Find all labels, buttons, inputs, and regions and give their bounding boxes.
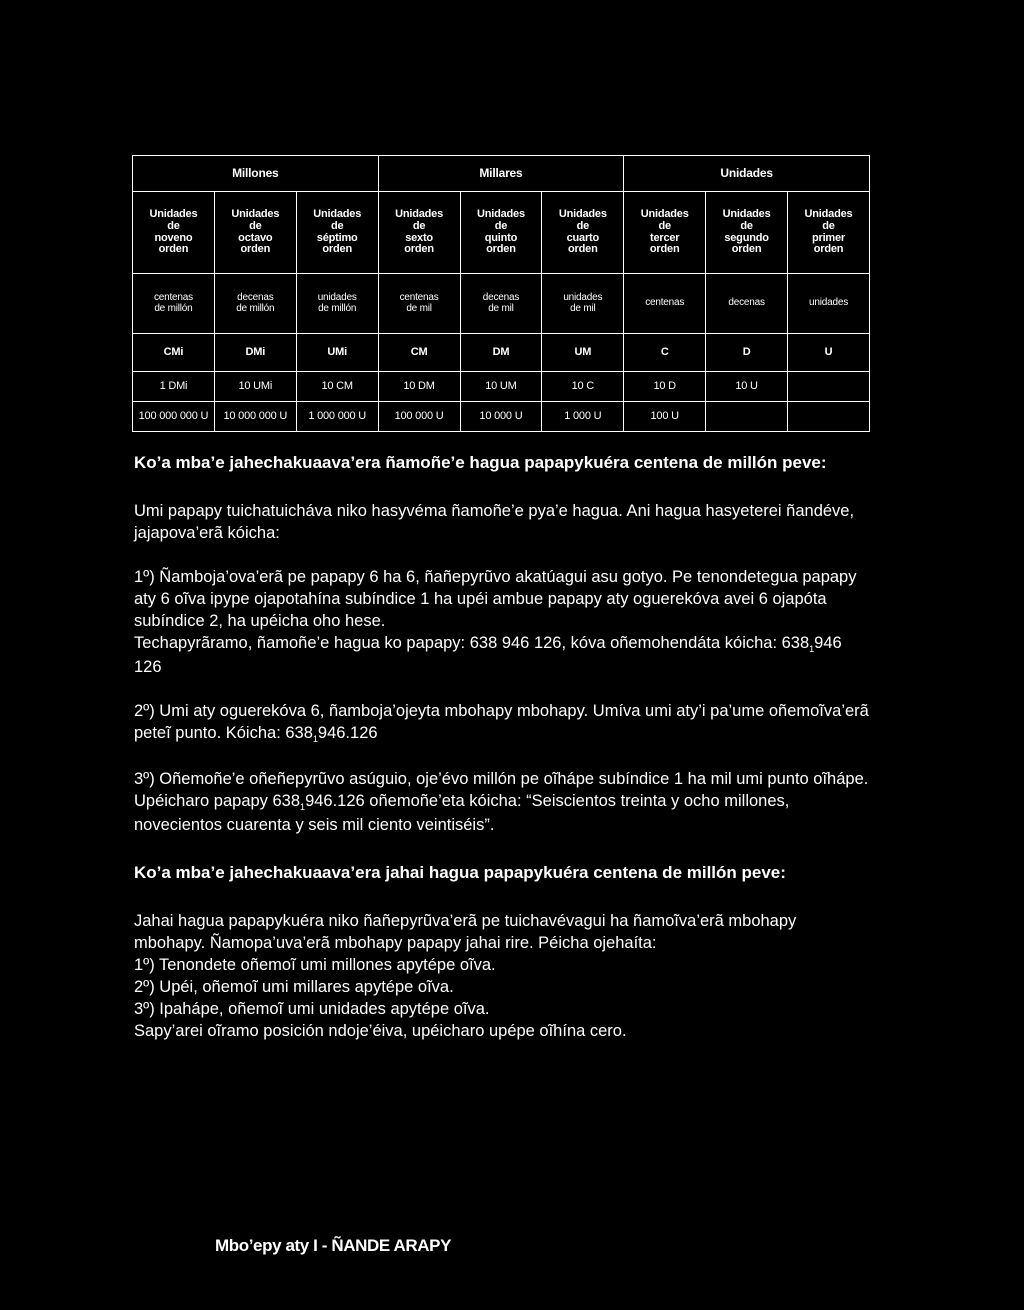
list-item: 1º) Tenondete oñemoĩ umi millones apytépe oĩva. [134,956,496,974]
abbreviation-cell: UM [542,334,624,372]
equivalence-cell: 10 UMi [214,372,296,402]
body-text [134,452,870,1042]
value-cell [706,402,788,432]
category-row [133,274,870,334]
subindex: 1 [312,734,318,744]
unit-name-row [133,192,870,274]
value-cell: 100 000 U [378,402,460,432]
group-millares: Millares [378,156,624,192]
equivalence-cell [788,372,870,402]
list-item: 2º) Upéi, oñemoĩ umi millares apytépe oĩva. [134,978,454,996]
unit-name-cell: Unidades de séptimo orden [296,192,378,274]
unit-name-cell: Unidades de quinto orden [460,192,542,274]
abbreviation-cell: DMi [214,334,296,372]
abbreviation-row [133,334,870,372]
unit-name-cell: Unidades de tercer orden [624,192,706,274]
value-cell: 10 000 U [460,402,542,432]
value-cell [788,402,870,432]
subindex: 1 [300,802,306,812]
value-cell: 1 000 000 U [296,402,378,432]
step-2-paragraph: 2º) Umi aty oguerekóva 6, ñamboja’ojeyta mbohapy mbohapy. Umíva umi aty’i pa’ume oñemoĩva’erã peteĩ punto. Kóicha: $638_1946.126$ [134,702,869,744]
heading-writing: Ko’a mba’e jahechakuaava’era jahai hagua papapykuéra centena de millón peve: [134,863,786,882]
equivalence-cell: 10 UM [460,372,542,402]
value-cell: 1 000 U [542,402,624,432]
value-cell: 100 000 000 U [133,402,215,432]
abbreviation-cell: UMi [296,334,378,372]
list-item: 3º) Ipahápe, oñemoĩ umi unidades apytépe oĩva. [134,1000,490,1018]
group-header-row [133,156,870,192]
abbreviation-cell: CMi [133,334,215,372]
unit-name-cell: Unidades de segundo orden [706,192,788,274]
equivalence-cell: 10 D [624,372,706,402]
category-cell: centenas de mil [378,274,460,334]
abbreviation-cell: D [706,334,788,372]
step-3-example: Upéicharo papapy $638_1946.126$ oñemoñe’eta kóicha: “Seiscientos treinta y ocho millones, novecientos cuarenta y seis mil ciento veintiséis”. [134,792,790,834]
category-cell: decenas de mil [460,274,542,334]
unit-name-cell: Unidades de primer orden [788,192,870,274]
group-unidades: Unidades [624,156,870,192]
subindex: 1 [809,644,815,654]
category-cell: decenas [706,274,788,334]
category-cell: unidades [788,274,870,334]
group-millones: Millones [133,156,379,192]
step-3-paragraph: 3º) Oñemoñe’e oñeñepyrũvo asúguio, oje’évo millón pe oĩhápe subíndice 1 ha mil umi punto oĩhápe. [134,770,869,788]
equivalence-row [133,372,870,402]
abbreviation-cell: U [788,334,870,372]
unit-name-cell: Unidades de cuarto orden [542,192,624,274]
equivalence-cell: 10 DM [378,372,460,402]
category-cell: unidades de mil [542,274,624,334]
category-cell: centenas [624,274,706,334]
closing-paragraph: Sapy’arei oĩramo posición ndoje’éiva, upéicharo upépe oĩhína cero. [134,1022,627,1040]
abbreviation-cell: DM [460,334,542,372]
place-value-table [132,155,870,432]
page-footer: Mbo’epy aty I - ÑANDE ARAPY [215,1236,452,1255]
writing-paragraph: Jahai hagua papapykuéra niko ñañepyrũva’erã pe tuichavévagui ha ñamoĩva’erã mbohapy mbohapy. Ñamopa’uva’erã mbohapy papapy jahai rire. Péicha ojehaíta: [134,912,797,952]
value-row [133,402,870,432]
intro-paragraph: Umi papapy tuichatuicháva niko hasyvéma ñamoñe’e pya’e hagua. Ani hagua hasyeterei ñandéve, jajapova’erã kóicha: [134,502,855,542]
category-cell: decenas de millón [214,274,296,334]
abbreviation-cell: C [624,334,706,372]
category-cell: centenas de millón [133,274,215,334]
equivalence-cell: 10 C [542,372,624,402]
equivalence-cell: 1 DMi [133,372,215,402]
step-1-paragraph: 1º) Ñamboja’ova’erã pe papapy 6 ha 6, ñañepyrũvo akatúagui asu gotyo. Pe tenondetegua papapy aty 6 oĩva ipype ojapotahína subíndice 1 ha upéi ambue papapy aty oguerekóva avei 6 ojapóta subíndice 2, ha upéicha oho hese. [134,568,857,630]
category-cell: unidades de millón [296,274,378,334]
unit-name-cell: Unidades de octavo orden [214,192,296,274]
heading-reading: Ko’a mba’e jahechakuaava’era ñamoñe’e hagua papapykuéra centena de millón peve: [134,453,827,472]
equivalence-cell: 10 U [706,372,788,402]
equivalence-cell: 10 CM [296,372,378,402]
unit-name-cell: Unidades de noveno orden [133,192,215,274]
value-cell: 10 000 000 U [214,402,296,432]
unit-name-cell: Unidades de sexto orden [378,192,460,274]
value-cell: 100 U [624,402,706,432]
example-paragraph: Techapyrãramo, ñamoñe’e hagua ko papapy: 638 946 126, kóva oñemohendáta kóicha: $638_1946$ 126 [134,634,842,676]
abbreviation-cell: CM [378,334,460,372]
